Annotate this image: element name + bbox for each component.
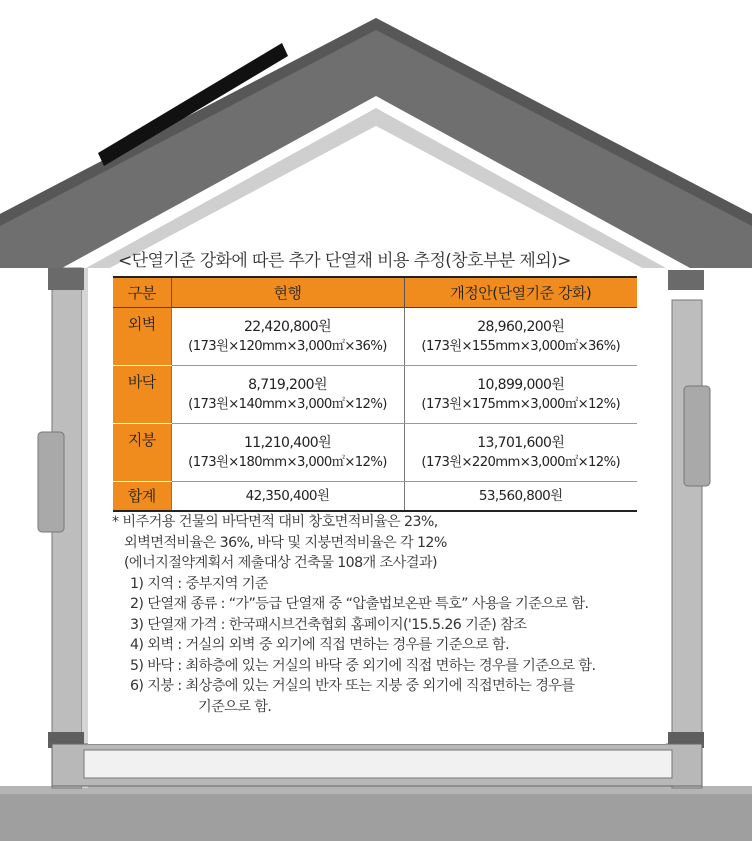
- table-row-floor: [113, 366, 637, 424]
- revised-amount: 28,960,200원: [477, 318, 565, 335]
- total-current: 42,350,400원: [171, 482, 404, 512]
- total-revised: 53,560,800원: [404, 482, 637, 512]
- table-title: <단열기준 강화에 따른 추가 단열재 비용 추정(창호부분 제외)>: [118, 251, 571, 271]
- revised-amount: 13,701,600원: [477, 434, 565, 451]
- current-cell: [171, 366, 404, 424]
- current-amount: 22,420,800원: [243, 318, 332, 335]
- row-label: 지붕: [113, 424, 171, 482]
- table-row-roof: [113, 424, 637, 482]
- insulation-cost-table: [113, 276, 637, 512]
- current-formula: (173원×180mm×3,000㎡×12%): [188, 454, 387, 470]
- note-item: 5) 바닥 : 최하층에 있는 거실의 바닥 중 외기에 직접 면하는 경우를 기준으로 함.: [130, 657, 596, 674]
- table-row-wall: [113, 308, 637, 366]
- note-item: 3) 단열재 가격 : 한국패시브건축협회 홈페이지('15.5.26 기준) 참조: [130, 616, 527, 633]
- table-row-total: [113, 482, 637, 512]
- revised-cell: [404, 308, 637, 366]
- total-label: 합계: [113, 482, 171, 512]
- revised-cell: [404, 366, 637, 424]
- note-item: 4) 외벽 : 거실의 외벽 중 외기에 직접 면하는 경우를 기준으로 함.: [130, 637, 509, 653]
- note-line: * 비주거용 건물의 바닥면적 대비 창호면적비율은 23%,: [112, 514, 438, 530]
- revised-cell: [404, 424, 637, 482]
- header-category: 구분: [113, 277, 171, 308]
- current-cell: [171, 308, 404, 366]
- note-item-continued: 기준으로 함.: [198, 698, 272, 715]
- note-line: (에너지절약계획서 제출대상 건축물 108개 조사결과): [124, 555, 437, 571]
- row-label: 바닥: [113, 366, 171, 424]
- revised-formula: (173원×175mm×3,000㎡×12%): [421, 396, 621, 412]
- header-revised: 개정안(단열기준 강화): [404, 277, 637, 308]
- current-amount: 11,210,400원: [243, 434, 332, 451]
- table-header-row: [113, 277, 637, 308]
- current-amount: 8,719,200원: [248, 376, 327, 393]
- current-formula: (173원×140mm×3,000㎡×12%): [188, 396, 387, 412]
- revised-formula: (173원×155mm×3,000㎡×36%): [421, 338, 621, 354]
- footnotes: [112, 512, 672, 717]
- header-current: 현행: [171, 277, 404, 308]
- note-item: 1) 지역 : 중부지역 기준: [130, 575, 269, 592]
- revised-amount: 10,899,000원: [477, 376, 565, 393]
- current-formula: (173원×120mm×3,000㎡×36%): [188, 338, 387, 354]
- note-line: 외벽면적비율은 36%, 바닥 및 지붕면적비율은 각 12%: [124, 534, 447, 551]
- note-item: 6) 지붕 : 최상층에 있는 거실의 반자 또는 지붕 중 외기에 직접면하는 경우를: [130, 678, 575, 694]
- note-item: 2) 단열재 종류 : “가”등급 단열재 중 “압출법보온판 특호” 사용을 기준으로 함.: [130, 596, 589, 612]
- revised-formula: (173원×220mm×3,000㎡×12%): [421, 454, 621, 470]
- row-label: 외벽: [113, 308, 171, 366]
- current-cell: [171, 424, 404, 482]
